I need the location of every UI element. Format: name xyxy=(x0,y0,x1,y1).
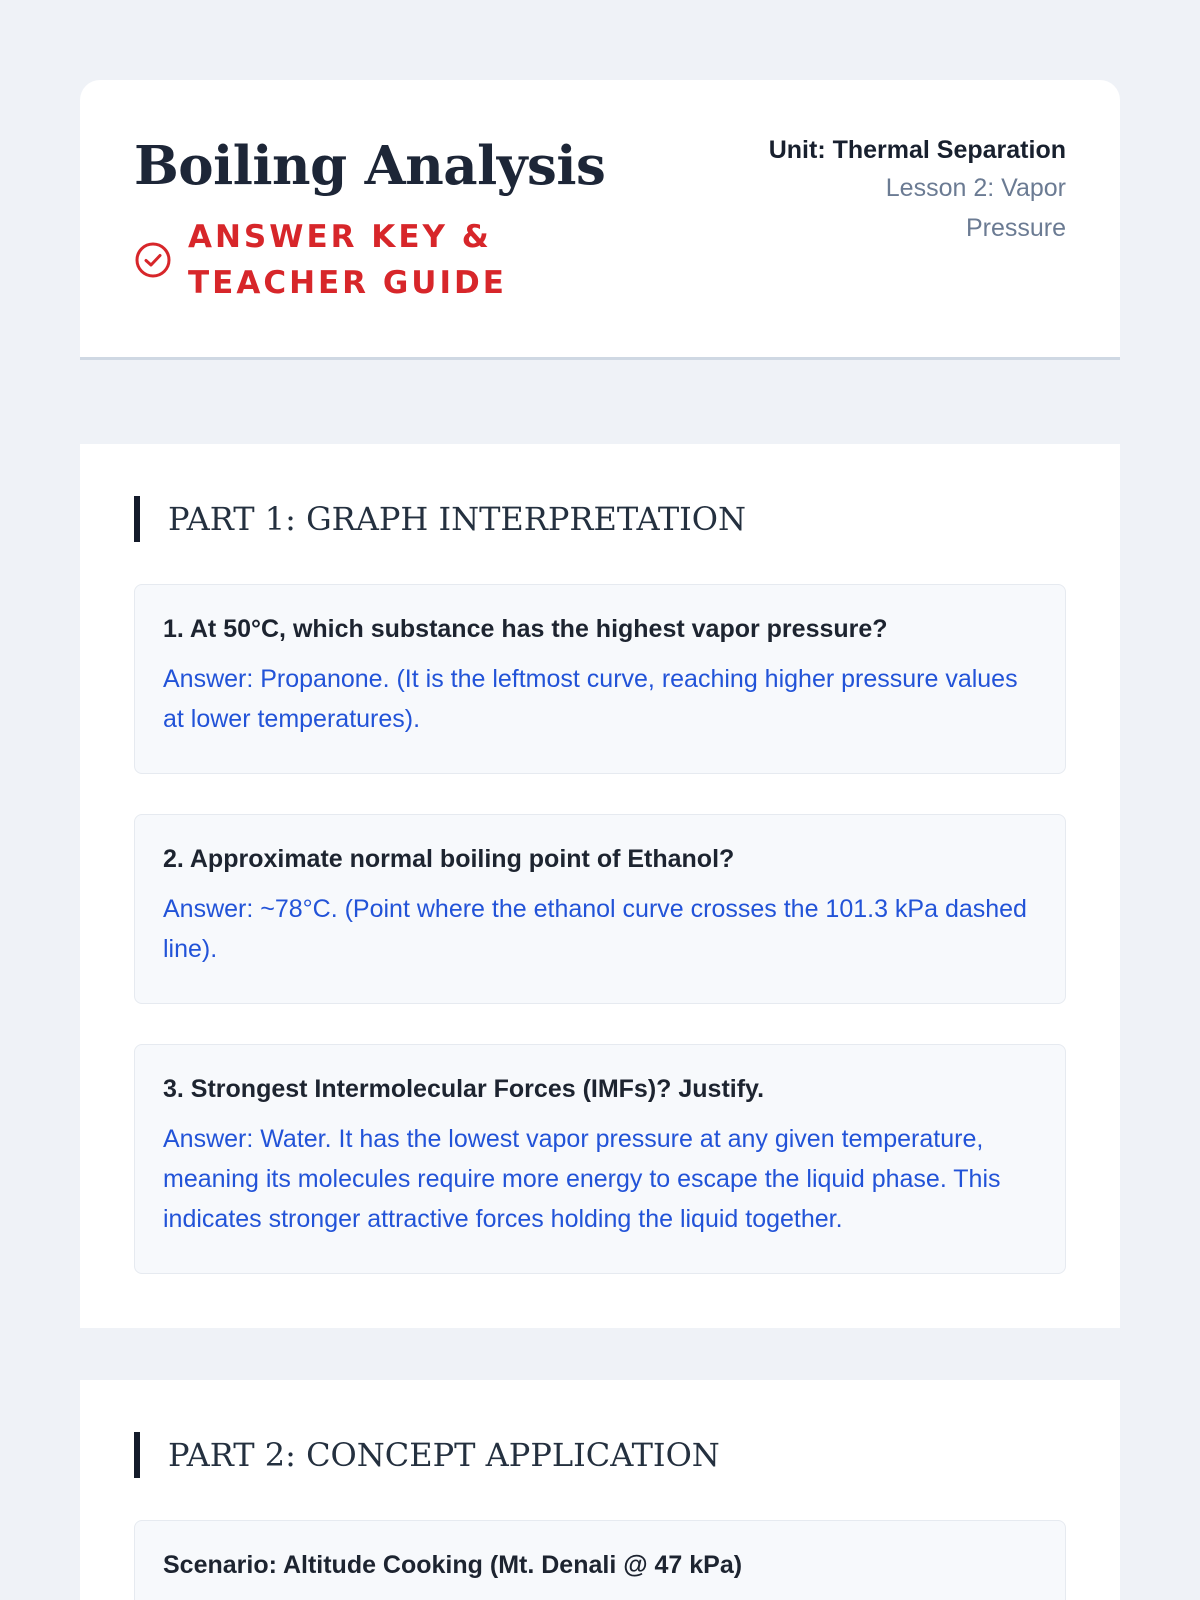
page-subtitle: ANSWER KEY & TEACHER GUIDE xyxy=(188,219,507,301)
question-card xyxy=(134,584,1066,774)
question-text: 2. Approximate normal boiling point of Ethanol? xyxy=(163,845,735,873)
check-circle-icon xyxy=(134,241,172,279)
answer-text: Answer: ~78°C. (Point where the ethanol curve crosses the 101.3 kPa dashed line). xyxy=(163,895,1027,963)
answer-text: Answer: Propanone. (It is the leftmost curve, reaching higher pressure values at lower temperatures). xyxy=(163,665,1018,733)
question-text: 3. Strongest Intermolecular Forces (IMFs)? Justify. xyxy=(163,1075,765,1103)
unit-info xyxy=(746,132,1066,248)
part-2-heading: PART 2: CONCEPT APPLICATION xyxy=(134,1432,720,1478)
part-2-section xyxy=(80,1380,1120,1600)
question-text: 1. At 50°C, which substance has the highest vapor pressure? xyxy=(163,615,888,643)
header-card xyxy=(80,80,1120,360)
scenario-card xyxy=(134,1520,1066,1600)
part-1-section xyxy=(80,444,1120,1328)
part-1-heading: PART 1: GRAPH INTERPRETATION xyxy=(134,496,746,542)
unit-title: Unit: Thermal Separation xyxy=(768,136,1066,164)
question-card xyxy=(134,1044,1066,1274)
answer-text: Answer: Water. It has the lowest vapor pressure at any given temperature, meaning its molecules require more energy to escape the liquid phase. This indicates stronger attractive forces holding the liquid together. xyxy=(163,1125,1001,1233)
lesson-title: Lesson 2: Vapor Pressure xyxy=(885,174,1066,242)
question-card xyxy=(134,814,1066,1004)
page-title: Boiling Analysis xyxy=(134,135,606,197)
answer-key-label xyxy=(134,214,668,306)
scenario-text: Scenario: Altitude Cooking (Mt. Denali @ 47 kPa) xyxy=(163,1551,743,1579)
